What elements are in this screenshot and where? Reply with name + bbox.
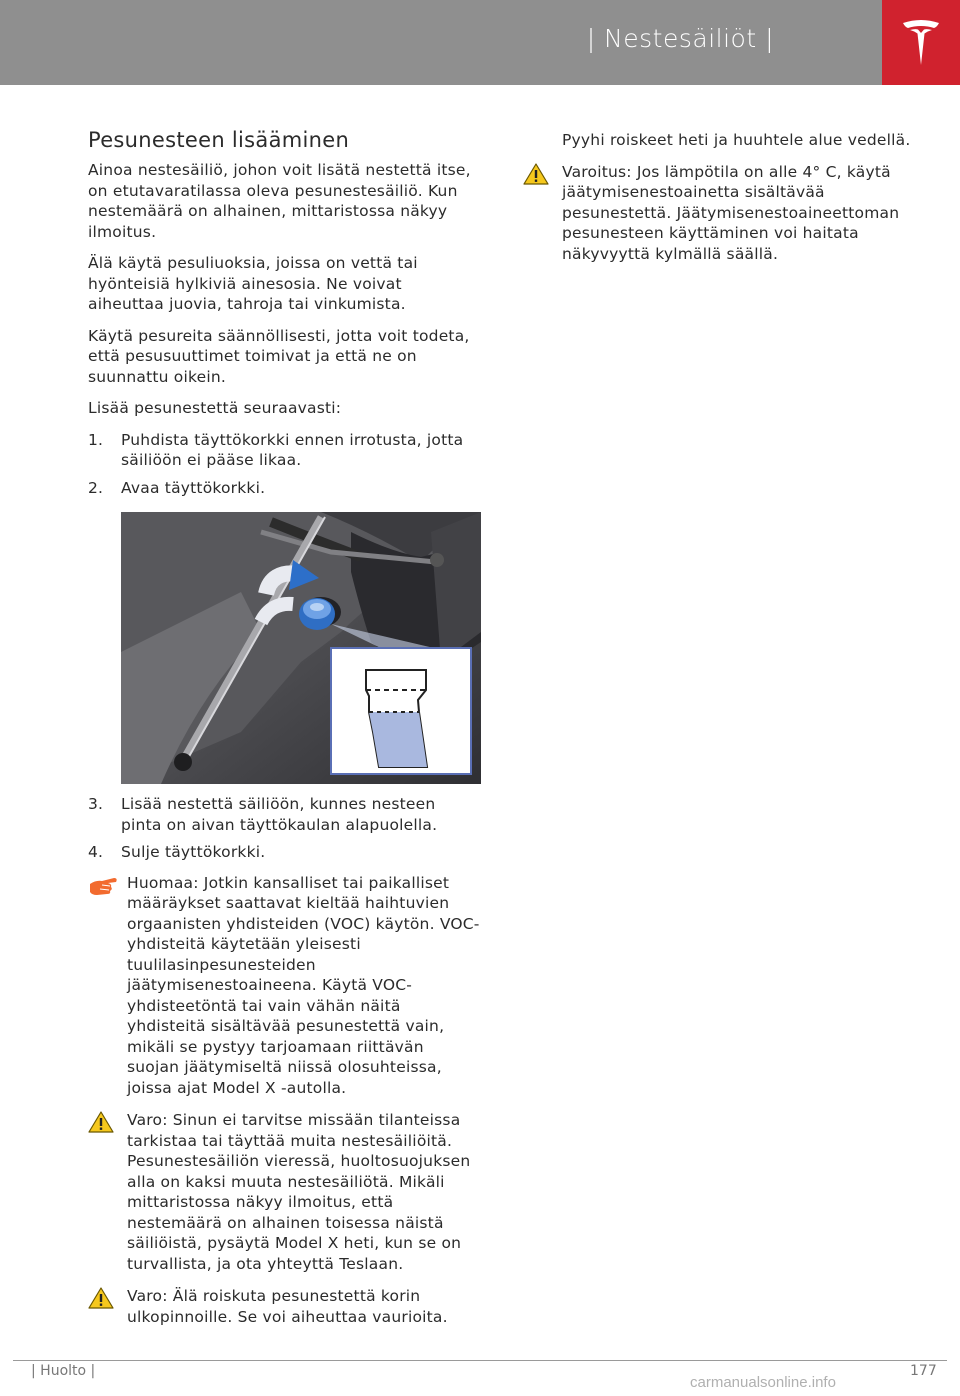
- note-text: Huomaa: Jotkin kansalliset tai paikalliset määräykset saattavat kieltää haihtuvien orgaanisten yhdisteiden (VOC) käytön. VOC-yhdisteitä käytetään yleisesti tuulilasinpesunesteiden jäätymisenestoaineena. Käytä VOC-yhdisteetöntä tai vain vähän näitä yhdisteitä sisältävää pesunestettä vain, mikäli se pystyy tarjoamaan riittävän suojan jäätymiseltä niissä olosuhteissa, joissa ajat Model X -autolla.: [127, 873, 480, 1097]
- tesla-logo: [882, 0, 960, 85]
- paragraph: Käytä pesureita säännöllisesti, jotta voit todeta, että pesusuuttimet toimivat ja että ne on suunnattu oikein.: [88, 326, 470, 386]
- reservoir-cap-illustration: [121, 512, 481, 784]
- step-text: Lisää nestettä säiliöön, kunnes nesteen pinta on aivan täyttökaulan alapuolella.: [121, 795, 438, 834]
- footer-section: | Huolto |: [31, 1363, 96, 1379]
- page-header: [0, 0, 882, 85]
- warning-text: Varoitus: Jos lämpötila on alle 4° C, käytä jäätymisenestoainetta sisältävää pesunestettä. Jäätymisenestoaineettoman pesunesteen käyttäminen voi haitata näkyvyyttä kylmällä säällä.: [562, 162, 900, 263]
- page-number: 177: [910, 1363, 937, 1379]
- list-item: [88, 842, 480, 863]
- steps-list: [88, 794, 480, 863]
- paragraph: Ainoa nestesäiliö, johon voit lisätä nestettä itse, on etutavaratilassa oleva pesunestesäiliö. Kun nestemäärä on alhainen, mittaristossa näkyy ilmoitus.: [88, 161, 471, 241]
- paragraph: Lisää pesunestettä seuraavasti:: [88, 399, 342, 417]
- right-column: [562, 130, 914, 276]
- step-text: Avaa täyttökorkki.: [121, 478, 266, 497]
- step-number: 2.: [88, 478, 104, 497]
- warning-icon: [523, 162, 549, 186]
- paragraph: Älä käytä pesuliuoksia, joissa on vettä tai hyönteisiä hylkiviä ainesosia. Ne voivat aiheuttaa juovia, tahroja tai vinkumista.: [88, 254, 418, 313]
- list-item: [88, 794, 480, 835]
- step-number: 3.: [88, 795, 104, 813]
- step-number: 4.: [88, 843, 104, 861]
- caution-icon: [88, 1110, 114, 1134]
- tesla-logo-icon: [901, 18, 941, 66]
- steps-list: [88, 430, 480, 499]
- pointing-hand-icon: [88, 875, 118, 897]
- warning-block: [523, 162, 914, 265]
- caution-text: Varo: Älä roiskuta pesunestettä korin ulkopinnoille. Se voi aiheuttaa vaurioita.: [127, 1287, 448, 1326]
- list-item: [88, 478, 480, 499]
- caution-block: [88, 1286, 480, 1327]
- page-title: | Nestesäiliöt |: [586, 24, 774, 53]
- caution-block: [88, 1110, 480, 1274]
- reservoir-illustration-svg: [121, 512, 481, 784]
- caution-text: Varo: Sinun ei tarvitse missään tilanteissa tarkistaa tai täyttää muita nestesäiliöitä. Pesunestesäiliön vieressä, huoltosuojuksen alla on kaksi muuta nestesäiliötä. Mikäli mittaristossa näkyy ilmoitus, että nestemäärä on alhainen toisessa näistä säiliöistä, pysäytä Model X heti, kun se on turvallista, ja ota yhteyttä Teslaan.: [127, 1111, 471, 1273]
- footer-divider: [13, 1360, 947, 1361]
- note-block: [88, 873, 480, 1099]
- watermark: carmanualsonline.info: [690, 1374, 836, 1391]
- step-text: Puhdista täyttökorkki ennen irrotusta, jotta säiliöön ei pääse likaa.: [121, 430, 464, 469]
- caution-icon: [88, 1286, 114, 1310]
- section-heading: Pesunesteen lisääminen: [88, 128, 350, 152]
- step-number: 1.: [88, 430, 104, 449]
- paragraph: Pyyhi roiskeet heti ja huuhtele alue vedellä.: [562, 131, 911, 149]
- step-text: Sulje täyttökorkki.: [121, 843, 266, 861]
- left-column: [88, 128, 480, 1339]
- list-item: [88, 430, 480, 471]
